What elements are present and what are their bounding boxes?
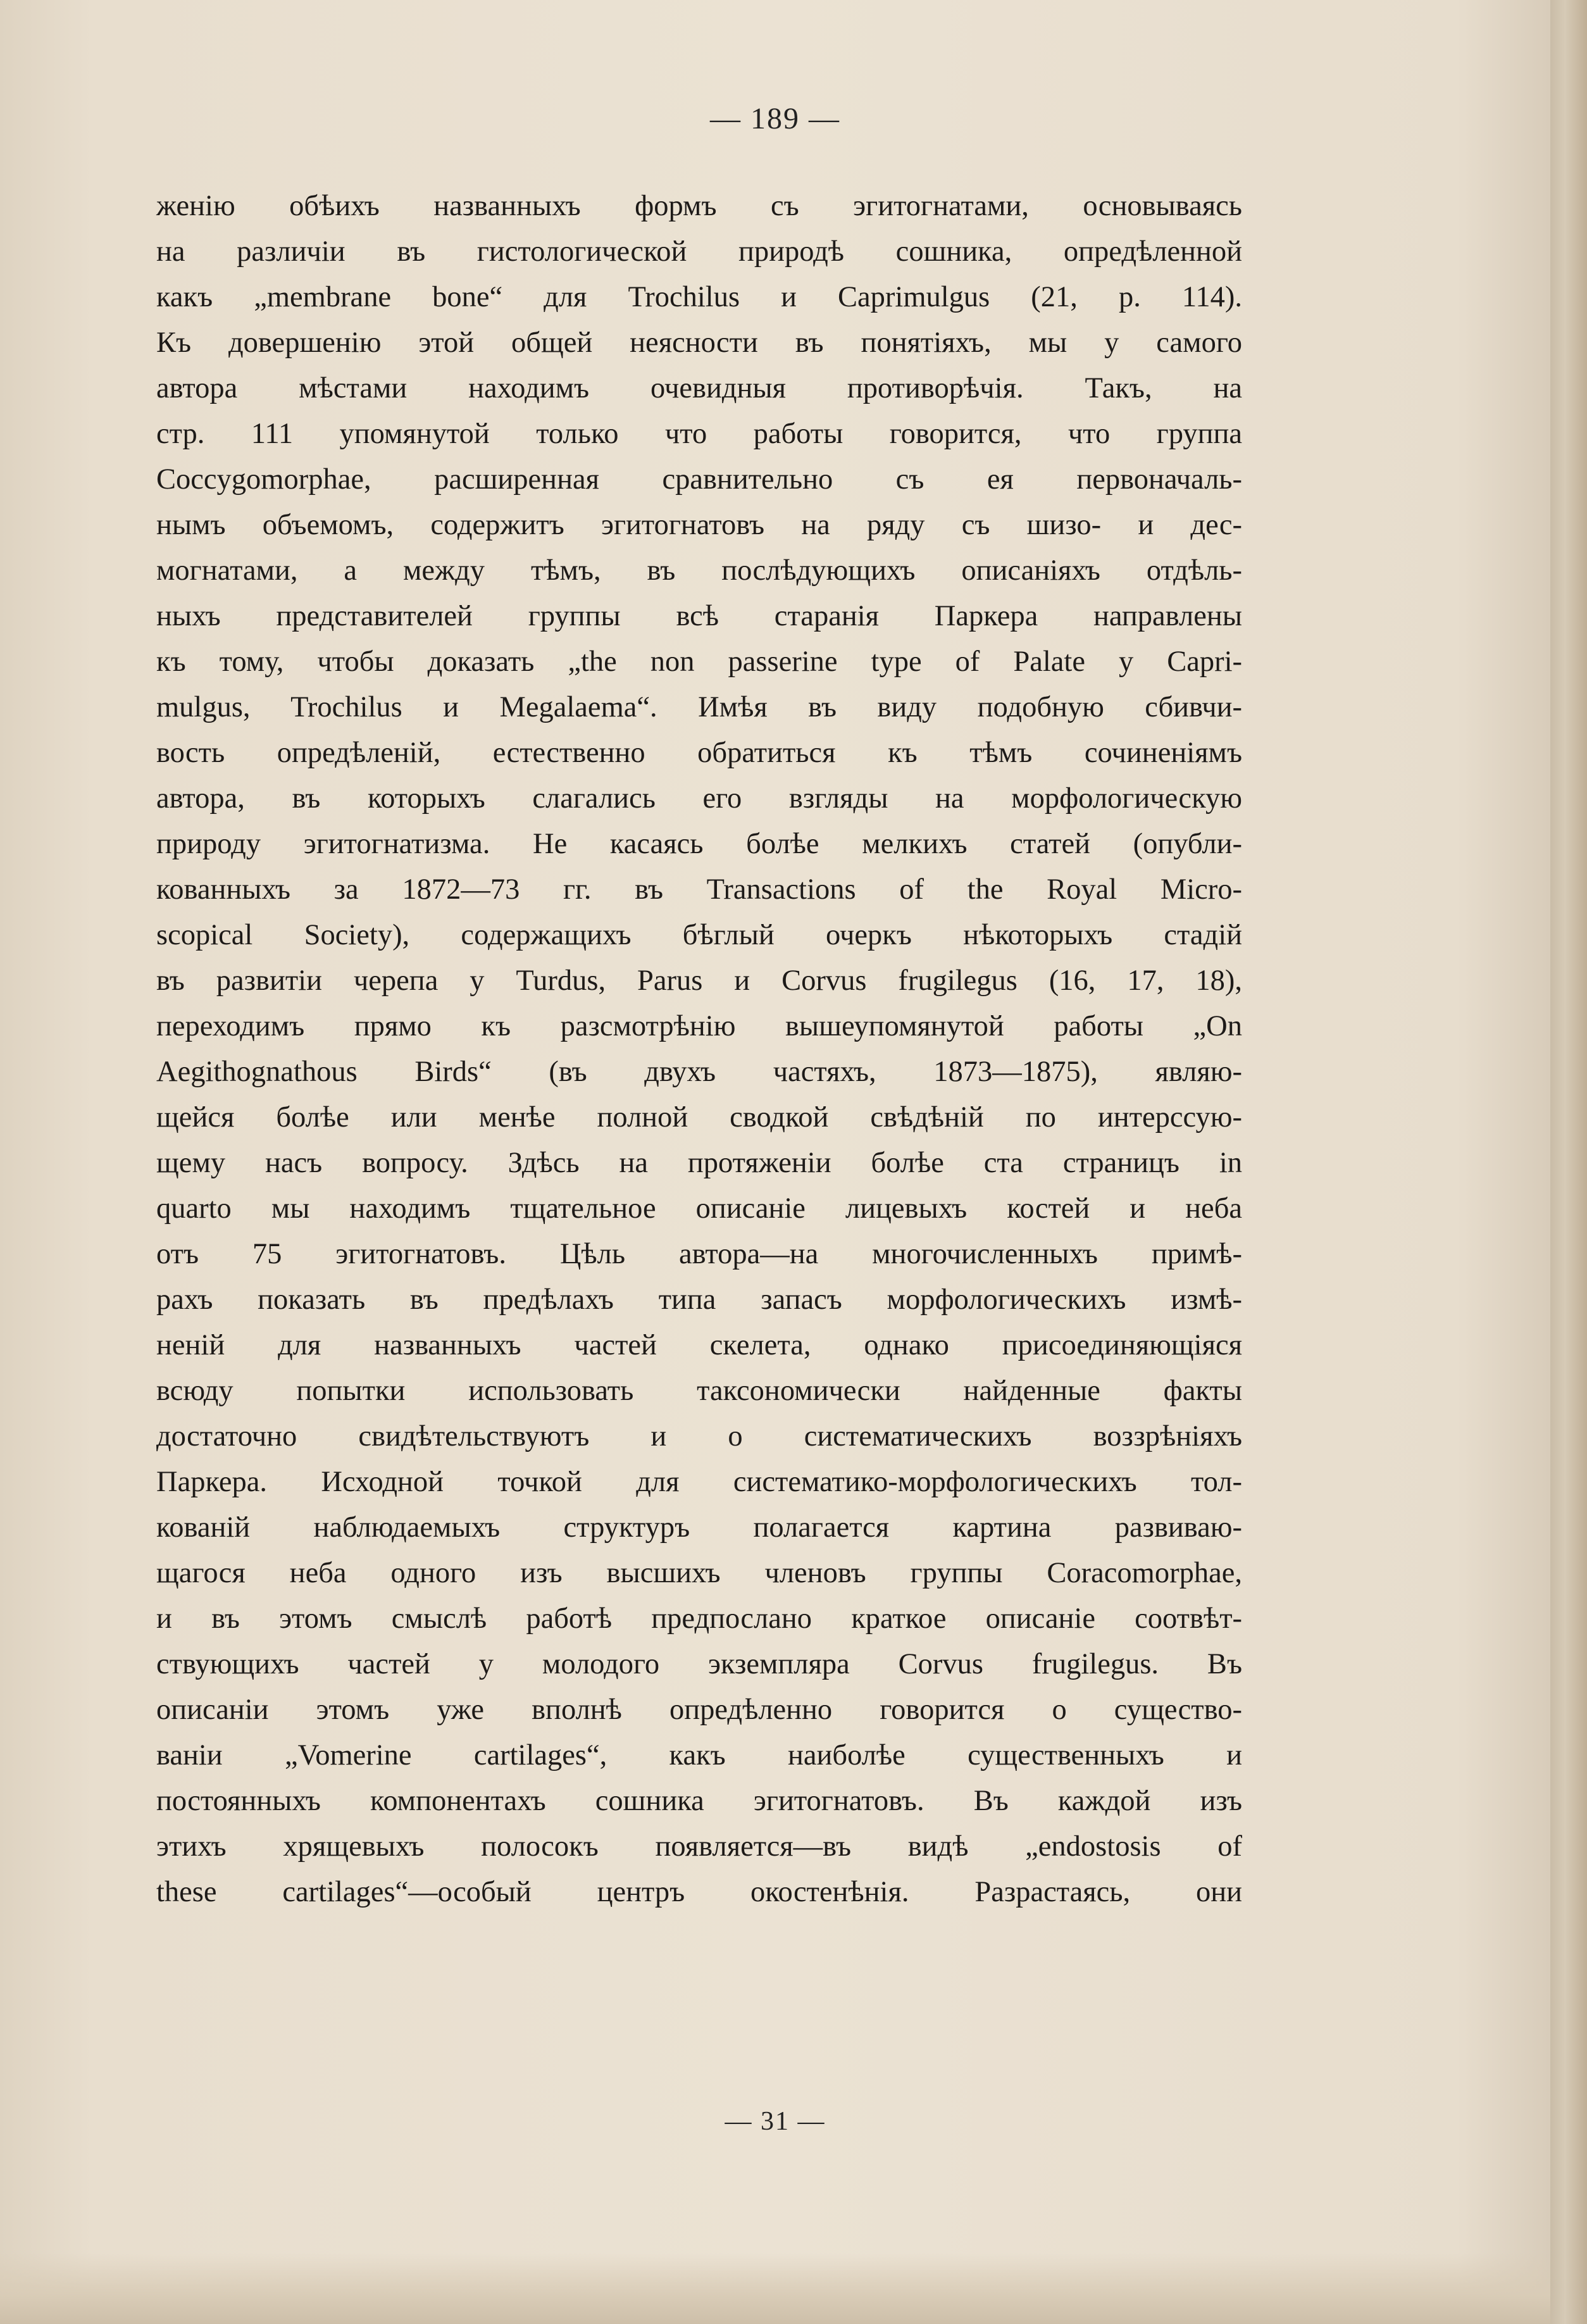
text-line: щему насъ вопросу. Здѣсь на протяженіи болѣе ста страницъ in	[156, 1147, 1242, 1179]
text-line: достаточно свидѣтельствуютъ и о систематическихъ воззрѣніяхъ	[156, 1420, 1242, 1452]
text-line: ваніи „Vomerine cartilages“, какъ наиболѣе существенныхъ и	[156, 1739, 1242, 1771]
text-line: автора, въ которыхъ слагались его взгляды на морфологическую	[156, 782, 1242, 815]
text-line: Паркера. Исходной точкой для систематико-морфологическихъ тол-	[156, 1466, 1242, 1498]
text-line: и въ этомъ смыслѣ работѣ предпослано краткое описаніе соотвѣт-	[156, 1602, 1242, 1635]
text-line: Coccygomorphae, расширенная сравнительно съ ея первоначаль-	[156, 463, 1242, 496]
text-line: отъ 75 эгитогнатовъ. Цѣль автора—на многочисленныхъ примѣ-	[156, 1238, 1242, 1270]
text-line: неній для названныхъ частей скелета, однако присоединяющіяся	[156, 1329, 1242, 1361]
text-line: переходимъ прямо къ разсмотрѣнію вышеупомянутой работы „On	[156, 1010, 1242, 1042]
text-line: всюду попытки использовать таксономически найденные факты	[156, 1375, 1242, 1407]
text-line: въ развитіи черепа у Turdus, Parus и Corvus frugilegus (16, 17, 18),	[156, 965, 1242, 997]
text-line: mulgus, Trochilus и Megalaema“. Имѣя въ виду подобную сбивчи-	[156, 691, 1242, 723]
text-line: these cartilages“—особый центръ окостенѣнія. Разрастаясь, они	[156, 1876, 1242, 1908]
adjacent-page-edge	[1550, 0, 1587, 2324]
signature-mark: — 31 —	[725, 2107, 826, 2136]
text-line: кованныхъ за 1872—73 гг. въ Transactions of the Royal Micro-	[156, 873, 1242, 906]
text-line: кованій наблюдаемыхъ структуръ полагается картина развиваю-	[156, 1511, 1242, 1544]
text-line: scopical Society), содержащихъ бѣглый очеркъ нѣкоторыхъ стадій	[156, 919, 1242, 951]
text-line: рахъ показать въ предѣлахъ типа запасъ морфологическихъ измѣ-	[156, 1284, 1242, 1316]
text-line: на различіи въ гистологической природѣ сошника, опредѣленной	[156, 235, 1242, 268]
text-line: щейся болѣе или менѣе полной сводкой свѣдѣній по интерссую-	[156, 1101, 1242, 1134]
text-line: женію обѣихъ названныхъ формъ съ эгитогнатами, основываясь	[156, 190, 1242, 222]
text-line: Къ довершенію этой общей неясности въ понятіяхъ, мы у самого	[156, 327, 1242, 359]
text-line: ствующихъ частей у молодого экземпляра Corvus frugilegus. Въ	[156, 1648, 1242, 1680]
text-line: описаніи этомъ уже вполнѣ опредѣленно говорится о существо-	[156, 1694, 1242, 1726]
text-line: этихъ хрящевыхъ полосокъ появляется—въ видѣ „endostosis of	[156, 1830, 1242, 1863]
body-text	[156, 184, 1242, 1915]
text-line: стр. 111 упомянутой только что работы говорится, что группа	[156, 418, 1242, 450]
text-line: къ тому, чтобы доказать „the non passerine type of Palate y Capri-	[156, 646, 1242, 678]
page-bottom-shadow	[0, 2253, 1550, 2324]
text-line: автора мѣстами находимъ очевидныя противорѣчія. Такъ, на	[156, 372, 1242, 404]
text-line: природу эгитогнатизма. Не касаясь болѣе мелкихъ статей (опубли-	[156, 828, 1242, 860]
text-line: щагося неба одного изъ высшихъ членовъ группы Coracomorphae,	[156, 1557, 1242, 1589]
text-line: quarto мы находимъ тщательное описаніе лицевыхъ костей и неба	[156, 1192, 1242, 1225]
page-number: — 189 —	[710, 102, 840, 135]
text-line: могнатами, а между тѣмъ, въ послѣдующихъ описаніяхъ отдѣль-	[156, 554, 1242, 587]
text-line: ныхъ представителей группы всѣ старанія Паркера направлены	[156, 600, 1242, 632]
text-line: Aegithognathous Birds“ (въ двухъ частяхъ, 1873—1875), являю-	[156, 1056, 1242, 1088]
text-line: какъ „membrane bone“ для Trochilus и Caprimulgus (21, p. 114).	[156, 281, 1242, 313]
text-line: постоянныхъ компонентахъ сошника эгитогнатовъ. Въ каждой изъ	[156, 1785, 1242, 1817]
text-line: вость опредѣленій, естественно обратиться къ тѣмъ сочиненіямъ	[156, 737, 1242, 769]
text-line: нымъ объемомъ, содержитъ эгитогнатовъ на ряду съ шизо- и дес-	[156, 509, 1242, 541]
